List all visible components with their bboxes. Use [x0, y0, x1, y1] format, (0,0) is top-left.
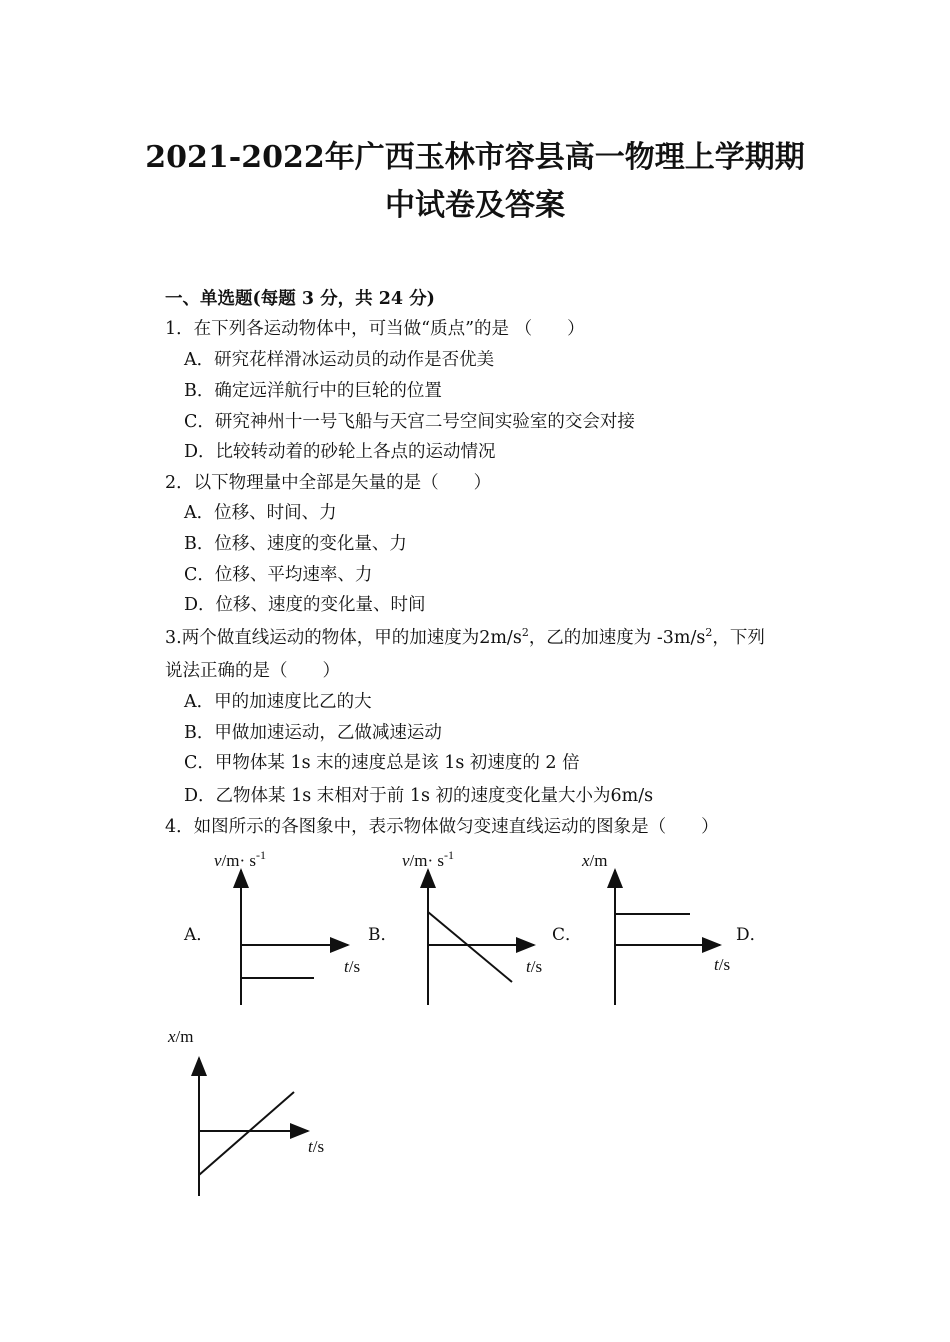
question-4-stem: 4．如图所示的各图象中，表示物体做匀变速直线运动的图象是（ ） — [165, 817, 719, 837]
question-1-option-c: C．研究神州十一号飞船与天宫二号空间实验室的交会对接 — [184, 412, 635, 432]
question-3-option-a: A．甲的加速度比乙的大 — [184, 692, 372, 712]
question-2-option-d: D．位移、速度的变化量、时间 — [184, 595, 426, 615]
question-3-stem-part-a: 3.两个做直线运动的物体，甲的加速度为2m/s — [165, 628, 522, 648]
graph-d-y-label: x/m — [168, 1027, 194, 1046]
question-2-option-a: A．位移、时间、力 — [184, 503, 337, 523]
question-2-option-b: B．位移、速度的变化量、力 — [184, 534, 407, 554]
question-1-option-b: B．确定远洋航行中的巨轮的位置 — [184, 381, 442, 401]
question-2-stem: 2．以下物理量中全部是矢量的是（ ） — [165, 473, 492, 493]
graph-a — [200, 842, 370, 1012]
graph-d — [158, 1018, 348, 1208]
section-heading: 一、单选题(每题 3 分，共 24 分) — [165, 289, 435, 309]
graph-b-line — [428, 912, 512, 982]
question-4-label-b: B． — [368, 925, 398, 945]
question-4-label-c: C． — [552, 925, 583, 945]
question-3-stem-part-c: ，下列 — [712, 628, 765, 648]
graph-b-x-label: t/s — [526, 957, 543, 976]
question-1-option-a: A．研究花样滑冰运动员的动作是否优美 — [184, 350, 495, 370]
question-4-label-d: D． — [736, 925, 767, 945]
graph-b — [386, 842, 556, 1012]
question-3-option-b: B．甲做加速运动，乙做减速运动 — [184, 723, 442, 743]
question-1-option-d: D．比较转动着的砂轮上各点的运动情况 — [184, 442, 496, 462]
graph-c — [570, 842, 740, 1012]
graph-c-y-label: x/m — [582, 851, 608, 870]
graph-a-y-label: $v/m\cdot s^{-1}$ — [214, 848, 267, 870]
question-3-option-c: C．甲物体某 1s 末的速度总是该 1s 初速度的 2 倍 — [184, 753, 580, 773]
graph-b-y-label: $v/m\cdot s^{-1}$ — [402, 848, 455, 870]
question-3-stem-part-b: ，乙的加速度为 -3m/s — [528, 628, 706, 648]
question-3-stem-line-2: 说法正确的是（ ） — [165, 661, 340, 681]
question-3-superscript-2: 2 — [705, 626, 713, 640]
document-title-line-2: 中试卷及答案 — [385, 188, 565, 223]
question-3-superscript-1: 2 — [521, 626, 529, 640]
question-2-option-c: C．位移、平均速率、力 — [184, 565, 373, 585]
question-1-stem: 1．在下列各运动物体中，可当做“质点”的是 （ ） — [165, 319, 585, 339]
question-3-stem — [165, 627, 765, 649]
document-title-line-1: 2021-2022年广西玉林市容县高一物理上学期期 — [145, 140, 805, 175]
graph-d-line — [199, 1092, 294, 1175]
graph-d-x-label: t/s — [308, 1137, 325, 1156]
graph-c-x-label: t/s — [714, 955, 731, 974]
graph-a-x-label: t/s — [344, 957, 361, 976]
question-3-option-d: D．乙物体某 1s 末相对于前 1s 初的速度变化量大小为6m/s — [184, 786, 654, 806]
question-4-label-a: A． — [184, 925, 214, 945]
